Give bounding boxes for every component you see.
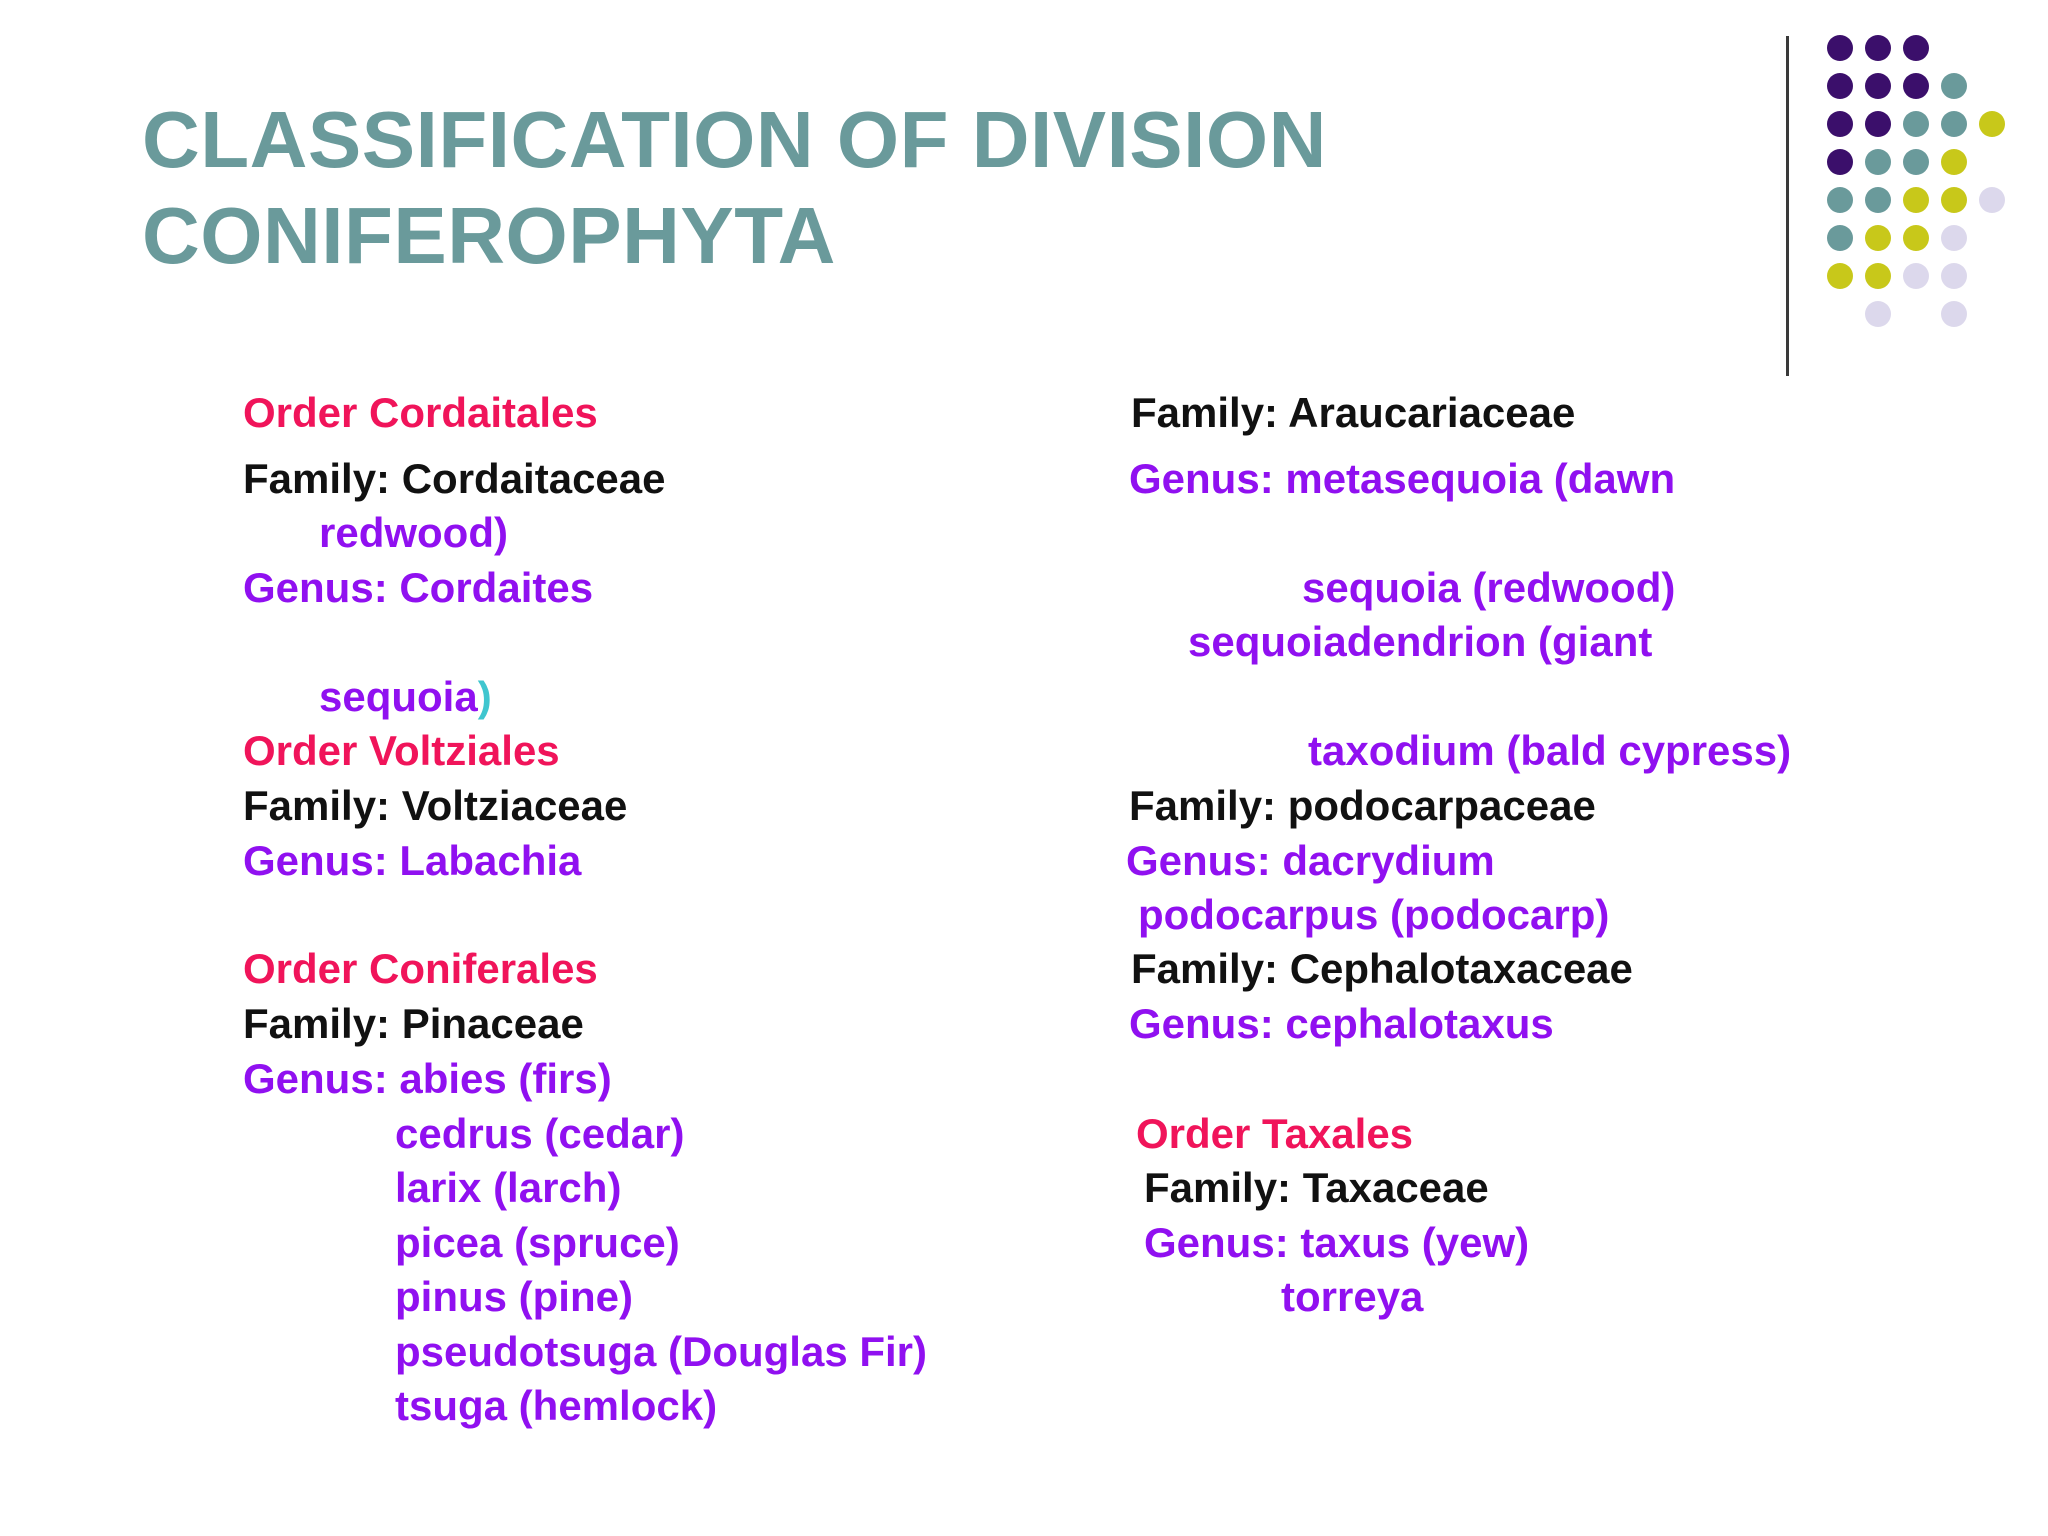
sequoia-text: sequoia: [319, 673, 478, 720]
order-voltziales: Order Voltziales: [243, 727, 560, 774]
decorative-dot: [1903, 149, 1929, 175]
decorative-dot: [1903, 73, 1929, 99]
wrapped-text-sequoia: [319, 672, 492, 722]
decorative-dot: [1865, 73, 1891, 99]
order-taxales: Order Taxales: [1136, 1110, 1414, 1157]
slide-title: [142, 92, 1327, 284]
decorative-dot: [1941, 111, 1967, 137]
genus-item-taxodium: taxodium (bald cypress): [1308, 727, 1792, 774]
sequoia-paren: ): [477, 673, 492, 720]
genus-item-larix: larix (larch): [395, 1164, 622, 1211]
genus-item-picea: picea (spruce): [395, 1219, 680, 1266]
decorative-dot: [1903, 225, 1929, 251]
decorative-dot: [1941, 263, 1967, 289]
genus-cephalotaxus: Genus: cephalotaxus: [1129, 1000, 1554, 1047]
decorative-dot: [1941, 73, 1967, 99]
genus-cordaites: Genus: Cordaites: [243, 564, 594, 611]
order-cordaitales: Order Cordaitales: [243, 389, 598, 436]
family-voltziaceae: Family: Voltziaceae: [243, 782, 628, 829]
decorative-dot: [1865, 225, 1891, 251]
decorative-dot: [1827, 149, 1853, 175]
decorative-dot: [1903, 35, 1929, 61]
decorative-dot: [1941, 301, 1967, 327]
genus-item-podocarpus: podocarpus (podocarp): [1138, 891, 1610, 938]
family-taxaceae: Family: Taxaceae: [1144, 1164, 1489, 1211]
decorative-dot: [1827, 111, 1853, 137]
genus-item-sequoia: sequoia (redwood): [1302, 564, 1676, 611]
decorative-dot: [1827, 35, 1853, 61]
decorative-dot: [1827, 225, 1853, 251]
decorative-dot: [1979, 111, 2005, 137]
decorative-dot: [1941, 225, 1967, 251]
genus-item-cedrus: cedrus (cedar): [395, 1110, 685, 1157]
decorative-dot: [1865, 35, 1891, 61]
decorative-dot: [1865, 187, 1891, 213]
genus-dacrydium: Genus: dacrydium: [1126, 837, 1495, 884]
decorative-dot: [1941, 187, 1967, 213]
decorative-dot: [1827, 263, 1853, 289]
genus-item-tsuga: tsuga (hemlock): [395, 1382, 718, 1429]
decorative-dot: [1941, 149, 1967, 175]
genus-item-pseudotsuga: pseudotsuga (Douglas Fir): [395, 1328, 928, 1375]
decorative-dot: [1827, 73, 1853, 99]
title-line-2: CONIFEROPHYTA: [142, 191, 836, 280]
family-cephalotaxaceae: Family: Cephalotaxaceae: [1131, 945, 1633, 992]
family-araucariaceae: Family: Araucariaceae: [1131, 389, 1576, 436]
genus-item-pinus: pinus (pine): [395, 1273, 633, 1320]
order-coniferales: Order Coniferales: [243, 945, 598, 992]
family-cordaitaceae: Family: Cordaitaceae: [243, 455, 666, 502]
vertical-divider: [1786, 36, 1789, 376]
family-pinaceae: Family: Pinaceae: [243, 1000, 584, 1047]
title-line-1: CLASSIFICATION OF DIVISION: [142, 95, 1327, 184]
genus-item-torreya: torreya: [1281, 1273, 1424, 1320]
family-podocarpaceae: Family: podocarpaceae: [1129, 782, 1596, 829]
decorative-dot: [1865, 111, 1891, 137]
genus-taxus: Genus: taxus (yew): [1144, 1219, 1530, 1266]
decorative-dot: [1865, 149, 1891, 175]
decorative-dot: [1903, 263, 1929, 289]
wrapped-text-redwood: redwood): [319, 509, 508, 556]
genus-item-sequoiadendrion: sequoiadendrion (giant: [1188, 618, 1653, 665]
genus-metasequoia: Genus: metasequoia (dawn: [1129, 455, 1676, 502]
genus-abies: Genus: abies (firs): [243, 1055, 612, 1102]
decorative-dot: [1865, 301, 1891, 327]
decorative-dot: [1903, 111, 1929, 137]
decorative-dot: [1827, 187, 1853, 213]
decorative-dot: [1979, 187, 2005, 213]
genus-labachia: Genus: Labachia: [243, 837, 582, 884]
decorative-dot: [1865, 263, 1891, 289]
decorative-dot: [1903, 187, 1929, 213]
